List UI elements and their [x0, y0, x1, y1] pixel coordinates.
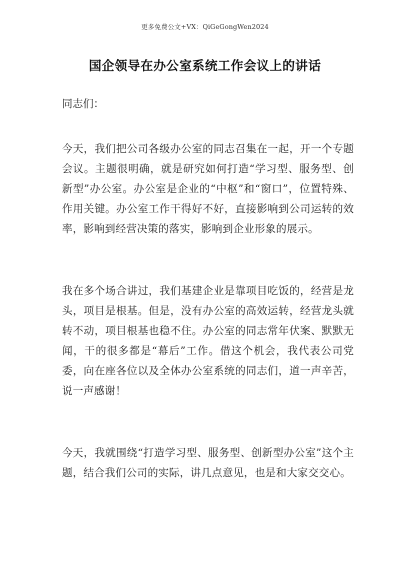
header-note: 更多免费公文+VX：QiGeGongWen2024: [141, 23, 269, 31]
document-title: 国企领导在办公室系统工作会议上的讲话: [88, 58, 322, 73]
body-paragraph-3: 今天，我就围绕“打造学习型、服务型、创新型办公室”这个主题，结合我们公司的实际，讲几点意见，也是和大家交交心。: [62, 447, 354, 479]
salutation: 同志们：: [62, 98, 104, 110]
body-paragraph-2: 我在多个场合讲过，我们基建企业是靠项目吃饭的，经营是龙头，项目是根基。但是，没有办公室的高效运转，经营龙头就转不动，项目根基也稳不住。办公室的同志常年伏案、默默无闻，干的很多都是“幕后”工作。借这个机会，我代表公司党委，向在座各位以及全体办公室系统的同志们，道一声辛苦，说一声感谢！: [62, 285, 354, 397]
body-paragraph-1: 今天，我们把公司各级办公室的同志召集在一起，开一个专题会议。主题很明确，就是研究如何打造“学习型、服务型、创新型”办公室。办公室是企业的“中枢”和“窗口”，位置特殊、作用关键。办公室工作干得好不好，直接影响到公司运转的效率，影响到经营决策的落实，影响到企业形象的展示。: [62, 143, 354, 235]
